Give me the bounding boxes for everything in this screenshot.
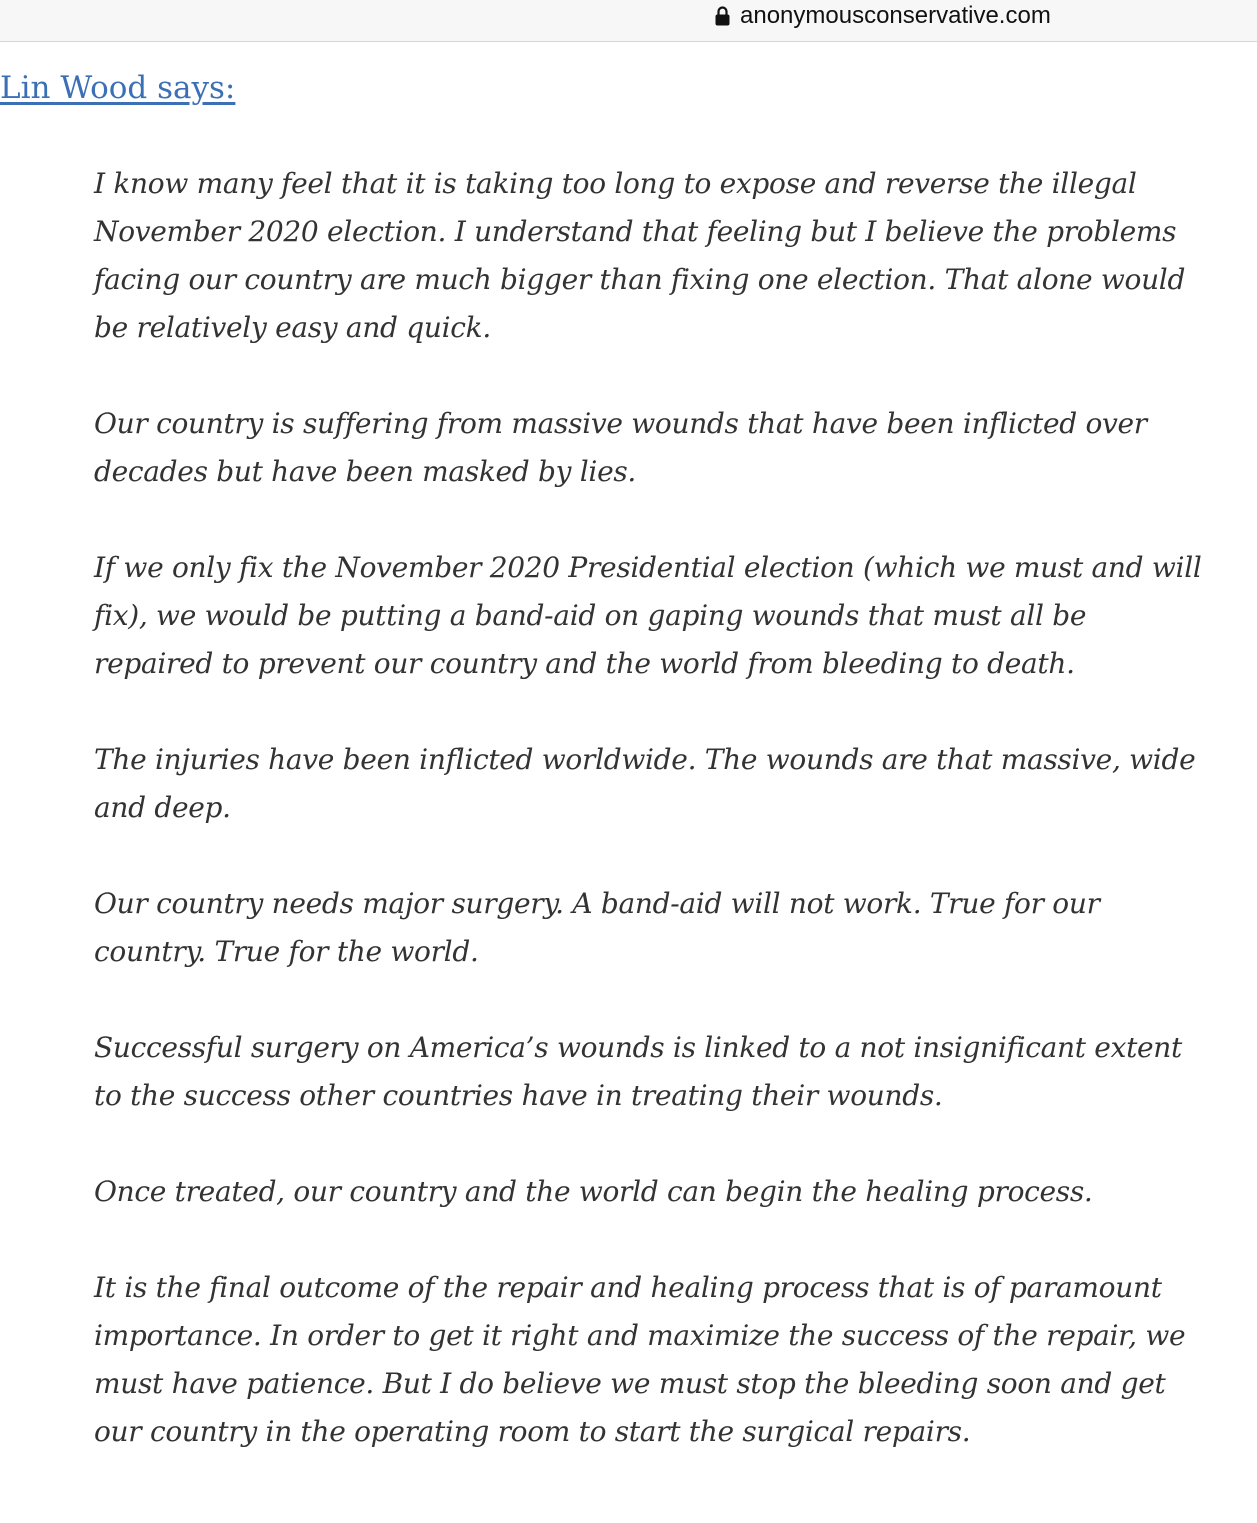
quote-paragraph: The injuries have been inflicted worldwide. The wounds are that massive, wide and deep. <box>94 743 1196 824</box>
quote-paragraph: Once treated, our country and the world can begin the healing process. <box>94 1175 1093 1208</box>
comment-quote <box>94 160 1204 1456</box>
quote-paragraph: It is the final outcome of the repair and healing process that is of paramount importance. In order to get it right and maximize the success of the repair, we must have patience. But I do believe we must stop the bleeding soon and get our country in the operating room to start the surgical repairs. <box>94 1271 1186 1448</box>
quote-paragraph: I know many feel that it is taking too long to expose and reverse the illegal November 2020 election. I understand that feeling but I believe the problems facing our country are much bigger than fixing one election. That alone would be relatively easy and quick. <box>94 167 1186 344</box>
address-bar[interactable] <box>0 0 1257 42</box>
quote-paragraph: Our country is suffering from massive wounds that have been inflicted over decades but have been masked by lies. <box>94 407 1147 488</box>
comment-author-link[interactable]: Lin Wood says: <box>0 70 236 106</box>
quote-paragraph: Successful surgery on America’s wounds is linked to a not insignificant extent to the success other countries have in treating their wounds. <box>94 1031 1182 1112</box>
url-text: anonymousconservative.com <box>740 2 1051 29</box>
lock-icon <box>715 5 730 27</box>
quote-paragraph: If we only fix the November 2020 Presidential election (which we must and will fix), we would be putting a band-aid on gaping wounds that must all be repaired to prevent our country and the world from bleeding to death. <box>94 551 1202 680</box>
quote-paragraph: Our country needs major surgery. A band-aid will not work. True for our country. True for the world. <box>94 887 1100 968</box>
url-display[interactable] <box>715 0 1051 32</box>
